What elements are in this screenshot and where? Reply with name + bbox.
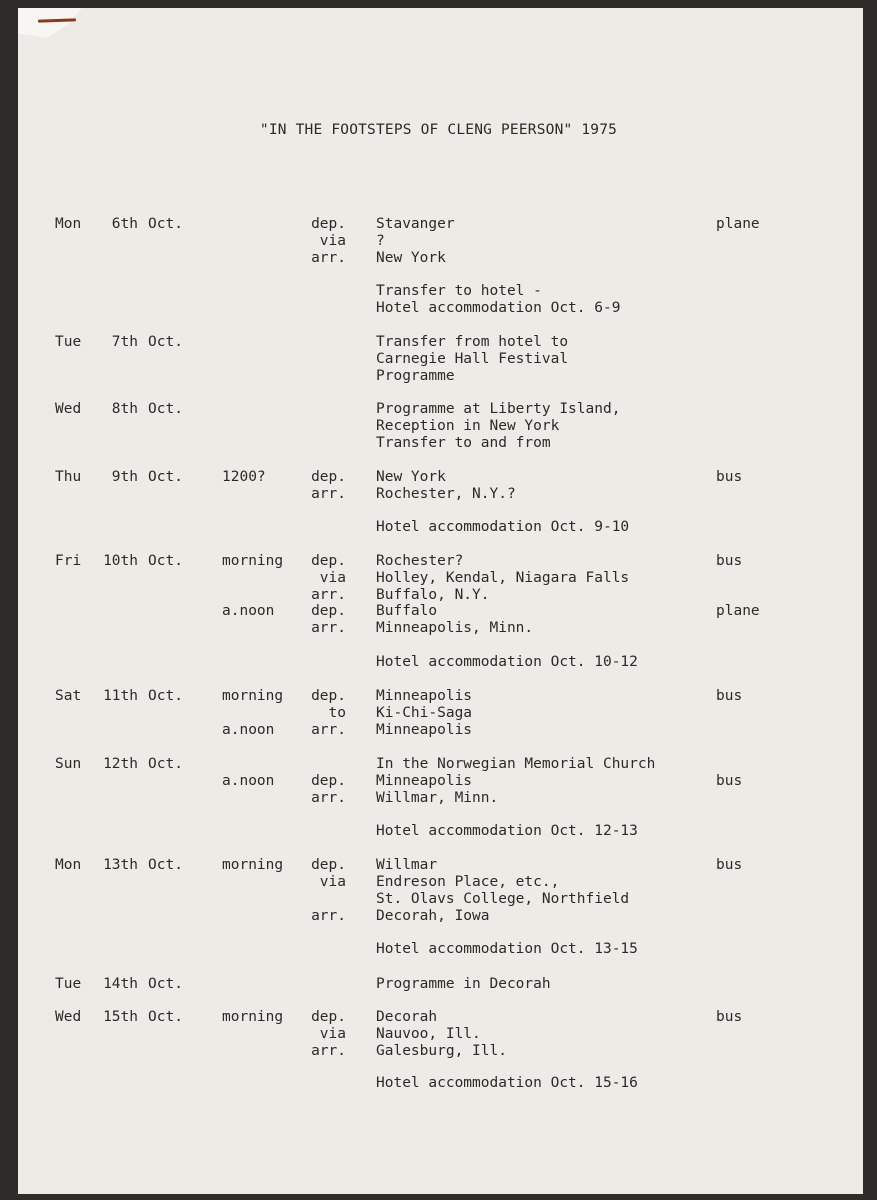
date-cell: 8th bbox=[111, 401, 138, 417]
action-cell: dep. bbox=[311, 688, 346, 704]
action-cell: dep. bbox=[311, 603, 346, 619]
place-cell: Hotel accommodation Oct. 12-13 bbox=[376, 823, 638, 839]
place-cell: ? bbox=[376, 233, 385, 249]
action-cell: arr. bbox=[311, 1043, 346, 1059]
place-cell: Endreson Place, etc., bbox=[376, 874, 560, 890]
itinerary-row bbox=[0, 469, 877, 486]
place-cell: Hotel accommodation Oct. 10-12 bbox=[376, 654, 638, 670]
day-cell: Wed bbox=[55, 1009, 82, 1025]
itinerary-row bbox=[0, 773, 877, 790]
date-cell: 10th bbox=[103, 553, 138, 569]
itinerary-row bbox=[0, 1026, 877, 1043]
place-cell: Willmar bbox=[376, 857, 438, 873]
month-cell: Oct. bbox=[148, 857, 183, 873]
page-title: "IN THE FOOTSTEPS OF CLENG PEERSON" 1975 bbox=[259, 122, 618, 138]
month-cell: Oct. bbox=[148, 553, 183, 569]
action-cell: arr. bbox=[311, 620, 346, 636]
date-cell: 12th bbox=[103, 756, 138, 772]
place-cell: Carnegie Hall Festival bbox=[376, 351, 569, 367]
itinerary-row bbox=[0, 891, 877, 908]
action-cell: arr. bbox=[311, 790, 346, 806]
day-cell: Sat bbox=[55, 688, 82, 704]
place-cell: Transfer to hotel - bbox=[376, 283, 542, 299]
itinerary-row bbox=[0, 756, 877, 773]
itinerary-row bbox=[0, 250, 877, 267]
day-cell: Mon bbox=[55, 216, 82, 232]
itinerary-row bbox=[0, 620, 877, 637]
place-cell: Programme at Liberty Island, bbox=[376, 401, 621, 417]
action-cell: via bbox=[319, 233, 346, 249]
transport-cell: bus bbox=[716, 553, 743, 569]
itinerary-row bbox=[0, 603, 877, 620]
itinerary-row bbox=[0, 216, 877, 233]
itinerary-row bbox=[0, 283, 877, 300]
itinerary-row bbox=[0, 908, 877, 925]
action-cell: via bbox=[319, 874, 346, 890]
place-cell: Minneapolis, Minn. bbox=[376, 620, 534, 636]
date-cell: 9th bbox=[111, 469, 138, 485]
transport-cell: plane bbox=[716, 216, 760, 232]
transport-cell: plane bbox=[716, 603, 760, 619]
place-cell: Programme bbox=[376, 368, 455, 384]
transport-cell: bus bbox=[716, 688, 743, 704]
action-cell: dep. bbox=[311, 857, 346, 873]
itinerary-row bbox=[0, 570, 877, 587]
place-cell: Hotel accommodation Oct. 15-16 bbox=[376, 1075, 638, 1091]
action-cell: arr. bbox=[311, 908, 346, 924]
month-cell: Oct. bbox=[148, 1009, 183, 1025]
place-cell: Stavanger bbox=[376, 216, 455, 232]
itinerary-row bbox=[0, 976, 877, 993]
place-cell: Hotel accommodation Oct. 9-10 bbox=[376, 519, 630, 535]
action-cell: via bbox=[319, 570, 346, 586]
transport-cell: bus bbox=[716, 857, 743, 873]
itinerary-row bbox=[0, 857, 877, 874]
itinerary-row bbox=[0, 435, 877, 452]
time-cell: morning bbox=[222, 553, 284, 569]
itinerary-row bbox=[0, 1009, 877, 1026]
month-cell: Oct. bbox=[148, 216, 183, 232]
transport-cell: bus bbox=[716, 469, 743, 485]
itinerary-row bbox=[0, 874, 877, 891]
time-cell: morning bbox=[222, 688, 284, 704]
place-cell: New York bbox=[376, 250, 446, 266]
action-cell: to bbox=[328, 705, 346, 721]
itinerary-row bbox=[0, 401, 877, 418]
place-cell: Buffalo, N.Y. bbox=[376, 587, 490, 603]
place-cell: Transfer from hotel to bbox=[376, 334, 569, 350]
time-cell: a.noon bbox=[222, 773, 275, 789]
itinerary-row bbox=[0, 233, 877, 250]
date-cell: 14th bbox=[103, 976, 138, 992]
day-cell: Mon bbox=[55, 857, 82, 873]
time-cell: a.noon bbox=[222, 603, 275, 619]
place-cell: Rochester? bbox=[376, 553, 464, 569]
place-cell: Hotel accommodation Oct. 13-15 bbox=[376, 941, 638, 957]
day-cell: Fri bbox=[55, 553, 82, 569]
action-cell: arr. bbox=[311, 250, 346, 266]
month-cell: Oct. bbox=[148, 334, 183, 350]
action-cell: arr. bbox=[311, 587, 346, 603]
itinerary-row bbox=[0, 654, 877, 671]
place-cell: Galesburg, Ill. bbox=[376, 1043, 507, 1059]
month-cell: Oct. bbox=[148, 688, 183, 704]
itinerary-row bbox=[0, 790, 877, 807]
day-cell: Thu bbox=[55, 469, 82, 485]
action-cell: arr. bbox=[311, 722, 346, 738]
place-cell: Transfer to and from bbox=[376, 435, 551, 451]
day-cell: Tue bbox=[55, 976, 82, 992]
itinerary-row bbox=[0, 1075, 877, 1092]
action-cell: dep. bbox=[311, 553, 346, 569]
place-cell: Decorah, Iowa bbox=[376, 908, 490, 924]
itinerary-row bbox=[0, 351, 877, 368]
date-cell: 13th bbox=[103, 857, 138, 873]
place-cell: Ki-Chi-Saga bbox=[376, 705, 473, 721]
itinerary-row bbox=[0, 300, 877, 317]
action-cell: dep. bbox=[311, 1009, 346, 1025]
action-cell: dep. bbox=[311, 469, 346, 485]
itinerary-row bbox=[0, 418, 877, 435]
month-cell: Oct. bbox=[148, 756, 183, 772]
itinerary-row bbox=[0, 587, 877, 604]
date-cell: 6th bbox=[111, 216, 138, 232]
month-cell: Oct. bbox=[148, 401, 183, 417]
action-cell: dep. bbox=[311, 773, 346, 789]
time-cell: 1200? bbox=[222, 469, 266, 485]
date-cell: 11th bbox=[103, 688, 138, 704]
date-cell: 15th bbox=[103, 1009, 138, 1025]
itinerary-row bbox=[0, 334, 877, 351]
itinerary-row bbox=[0, 553, 877, 570]
place-cell: Willmar, Minn. bbox=[376, 790, 499, 806]
place-cell: St. Olavs College, Northfield bbox=[376, 891, 630, 907]
place-cell: Programme in Decorah bbox=[376, 976, 551, 992]
action-cell: dep. bbox=[311, 216, 346, 232]
transport-cell: bus bbox=[716, 773, 743, 789]
action-cell: via bbox=[319, 1026, 346, 1042]
itinerary-row bbox=[0, 823, 877, 840]
transport-cell: bus bbox=[716, 1009, 743, 1025]
itinerary-row bbox=[0, 1043, 877, 1060]
place-cell: Nauvoo, Ill. bbox=[376, 1026, 481, 1042]
time-cell: a.noon bbox=[222, 722, 275, 738]
place-cell: New York bbox=[376, 469, 446, 485]
place-cell: In the Norwegian Memorial Church bbox=[376, 756, 656, 772]
place-cell: Reception in New York bbox=[376, 418, 560, 434]
day-cell: Wed bbox=[55, 401, 82, 417]
month-cell: Oct. bbox=[148, 976, 183, 992]
place-cell: Minneapolis bbox=[376, 688, 473, 704]
place-cell: Hotel accommodation Oct. 6-9 bbox=[376, 300, 621, 316]
place-cell: Rochester, N.Y.? bbox=[376, 486, 516, 502]
day-cell: Sun bbox=[55, 756, 82, 772]
place-cell: Decorah bbox=[376, 1009, 438, 1025]
itinerary-row bbox=[0, 486, 877, 503]
itinerary-row bbox=[0, 705, 877, 722]
place-cell: Buffalo bbox=[376, 603, 438, 619]
place-cell: Minneapolis bbox=[376, 722, 473, 738]
date-cell: 7th bbox=[111, 334, 138, 350]
place-cell: Minneapolis bbox=[376, 773, 473, 789]
itinerary-row bbox=[0, 688, 877, 705]
day-cell: Tue bbox=[55, 334, 82, 350]
itinerary-row bbox=[0, 368, 877, 385]
itinerary-row bbox=[0, 519, 877, 536]
time-cell: morning bbox=[222, 857, 284, 873]
action-cell: arr. bbox=[311, 486, 346, 502]
place-cell: Holley, Kendal, Niagara Falls bbox=[376, 570, 630, 586]
month-cell: Oct. bbox=[148, 469, 183, 485]
itinerary-row bbox=[0, 941, 877, 958]
time-cell: morning bbox=[222, 1009, 284, 1025]
itinerary-row bbox=[0, 722, 877, 739]
